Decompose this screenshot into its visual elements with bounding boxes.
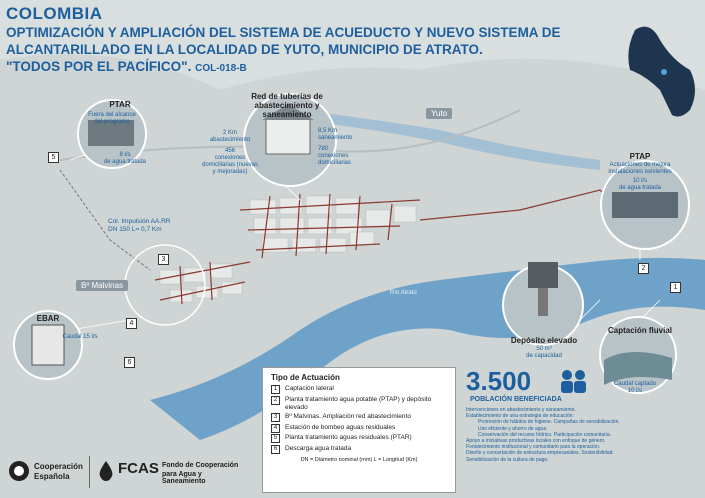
red-san-km: 8,5 Km bbox=[318, 128, 338, 134]
legend-row bbox=[271, 385, 447, 394]
place-malvinas: Bº Malvinas bbox=[76, 280, 128, 291]
cooperacion-line1: Cooperación bbox=[34, 462, 83, 471]
benefit-item: Sensibilización de la cultura de pago. bbox=[466, 456, 549, 463]
ptar-flow-unit: de agua tratada bbox=[103, 159, 147, 165]
legend-num: 6 bbox=[271, 445, 280, 454]
legend-row bbox=[271, 434, 447, 443]
legend-row bbox=[271, 424, 447, 433]
captacion-flow-value: 10 l/s bbox=[627, 388, 643, 394]
impulsion-line-2: DN 150 L= 0,7 Km bbox=[108, 226, 162, 233]
logo-divider bbox=[89, 456, 90, 488]
population-count: 3.500 bbox=[466, 366, 532, 396]
house-structure bbox=[266, 118, 310, 154]
fcas-logo bbox=[96, 454, 246, 490]
marker-5: 5 bbox=[48, 152, 59, 163]
place-yuto: Yuto bbox=[426, 108, 452, 119]
deposito-title: Depósito elevado bbox=[510, 336, 578, 345]
benefit-subitem: Conservación del recurso hídrico. Participación comunitaria. bbox=[478, 431, 612, 438]
cooperacion-logo bbox=[8, 454, 86, 490]
marker-4: 4 bbox=[126, 318, 137, 329]
slogan: "TODOS POR EL PACÍFICO". bbox=[6, 59, 192, 74]
benefit-item: Apoyo a iniciativas productivas locales con enfoque de género. bbox=[466, 438, 606, 445]
legend-text: Captación lateral bbox=[285, 385, 334, 392]
ebar-structure bbox=[32, 325, 64, 365]
legend-num: 3 bbox=[271, 413, 280, 422]
legend-num: 2 bbox=[271, 396, 280, 405]
red-abast-label: abastecimiento bbox=[209, 137, 251, 143]
tank-structure bbox=[528, 262, 558, 288]
red-abast-conn-label: conexiones domiciliarias (nuevas y mejoradas) bbox=[201, 155, 259, 175]
marker-1: 1 bbox=[670, 282, 681, 293]
title-line-1: OPTIMIZACIÓN Y AMPLIACIÓN DEL SISTEMA DE ACUEDUCTO Y NUEVO SISTEMA DE bbox=[6, 25, 561, 40]
fcas-drop-icon bbox=[96, 460, 116, 482]
legend bbox=[262, 367, 456, 493]
legend-row bbox=[271, 396, 447, 412]
red-title: Red de tuberías de abastecimiento y saneamiento bbox=[251, 92, 323, 119]
ptar-sub: Fuera del alcance del programa bbox=[88, 112, 136, 125]
red-san-label: saneamiento bbox=[318, 135, 353, 141]
benefit-item: Intervenciones en abastecimiento y saneamiento. bbox=[466, 407, 576, 413]
fcas-line2: para Agua y Saneamiento bbox=[162, 471, 206, 485]
beneficiaries-panel bbox=[462, 362, 705, 498]
captacion-flow: Caudal captado bbox=[613, 381, 657, 387]
population-label: POBLACIÓN BENEFICIADA bbox=[470, 396, 562, 403]
impulsion-line-1: Col. Impulsión AA.RR bbox=[108, 218, 171, 225]
ptar-title: PTAR bbox=[109, 100, 131, 109]
legend-text: Bº Malvinas. Ampliación red abastecimiento bbox=[285, 413, 411, 420]
ptap-structure bbox=[612, 192, 678, 218]
legend-num: 1 bbox=[271, 385, 280, 394]
ptap-flow-unit: de agua tratada bbox=[618, 185, 662, 191]
red-abast-conn: 456 bbox=[224, 148, 235, 154]
deposito-cap-unit: de capacidad bbox=[526, 353, 562, 359]
fcas-line1: Fondo de Cooperación bbox=[162, 462, 239, 469]
legend-row bbox=[271, 413, 447, 422]
benefit-item: Diseño y concertación de estructura empresariales. Sostenibilidad. bbox=[466, 450, 614, 457]
ptap-sub: Actuaciones de mejora instalaciones existentes bbox=[608, 162, 672, 175]
ptap-flow: 10 l/s bbox=[632, 178, 648, 184]
legend-text: Planta tratamiento aguas residuales (PTAR) bbox=[285, 434, 412, 441]
legend-text: Estación de bombeo aguas residuales bbox=[285, 423, 396, 431]
ptar-flow: 8 l/s bbox=[119, 152, 131, 158]
river-label: Río Atrato bbox=[390, 290, 417, 296]
legend-text: Descarga agua tratada bbox=[285, 444, 352, 452]
header bbox=[6, 4, 666, 77]
legend-text: Planta tratamiento agua potable (PTAP) y depósito elevado bbox=[285, 395, 432, 411]
title-line-2: ALCANTARILLADO EN LA LOCALIDAD DE YUTO, MUNICIPIO DE ATRATO. bbox=[6, 42, 483, 57]
people-icon bbox=[558, 368, 588, 394]
captacion-title: Captación fluvial bbox=[607, 326, 672, 335]
red-abast-km: 2 Km bbox=[222, 130, 237, 136]
benefit-item: Establecimiento de una estrategia de educación: bbox=[466, 413, 574, 420]
benefit-item: Fortalecimiento institucional y comunitario para la operación. bbox=[466, 444, 601, 451]
title-line-3 bbox=[6, 58, 666, 77]
legend-num: 5 bbox=[271, 434, 280, 443]
cooperacion-line2: Española bbox=[34, 472, 70, 481]
marker-2: 2 bbox=[638, 263, 649, 274]
country-title: COLOMBIA bbox=[6, 4, 103, 23]
marker-3: 3 bbox=[158, 254, 169, 265]
benefit-subitem: Promoción de hábitos de higiene. Campañas de sensibilización. bbox=[478, 419, 620, 426]
tank-leg bbox=[538, 288, 548, 316]
legend-title: Tipo de Actuación bbox=[271, 373, 340, 382]
legend-row bbox=[271, 445, 447, 454]
cooperacion-mark-icon bbox=[8, 460, 30, 482]
red-san-conn-label: conexiones domiciliarias bbox=[318, 153, 352, 166]
marker-6: 6 bbox=[124, 357, 135, 368]
ebar-title: EBAR bbox=[36, 314, 60, 323]
fcas-acronym: FCAS bbox=[118, 460, 159, 477]
ptap-title: PTAP bbox=[629, 152, 651, 161]
legend-note: DN = Diámetro nominal (mm) L = Longitud (Km) bbox=[300, 456, 418, 463]
project-code: COL-018-B bbox=[195, 63, 247, 74]
ebar-flow: Caudal 15 l/s bbox=[62, 334, 98, 340]
benefit-list bbox=[466, 407, 702, 463]
red-san-conn: 780 bbox=[318, 146, 329, 152]
deposito-cap: 50 m³ bbox=[536, 346, 552, 352]
legend-num: 4 bbox=[271, 424, 280, 433]
benefit-subitem: Uso eficiente y ahorro de agua. bbox=[478, 425, 548, 432]
